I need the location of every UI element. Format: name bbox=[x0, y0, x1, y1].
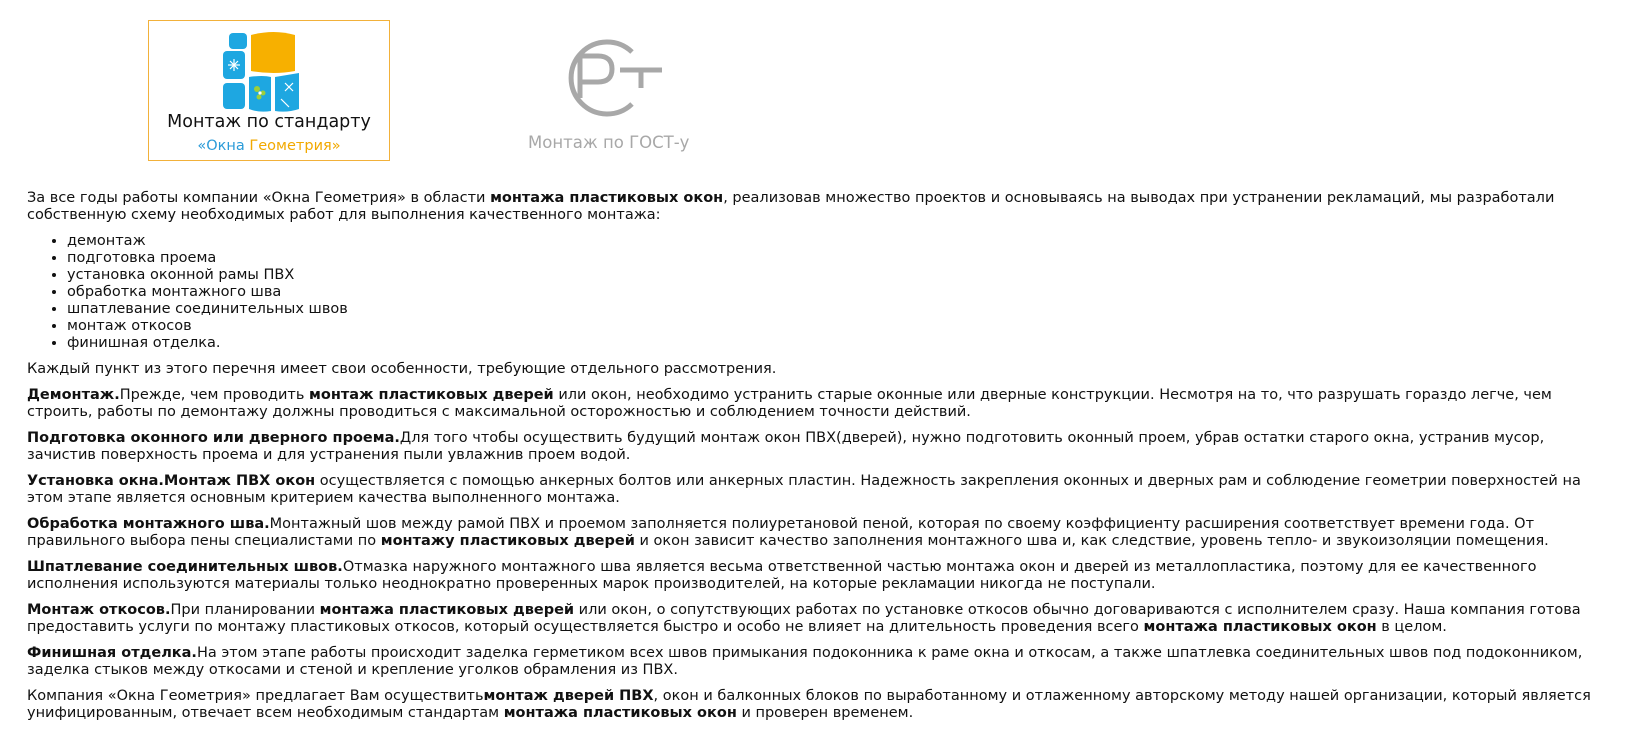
logos-row bbox=[0, 0, 1626, 180]
section-shpatlevanie bbox=[27, 559, 1607, 593]
list-item: • шпатлевание соединительных швов bbox=[67, 301, 1607, 318]
list-item: • демонтаж bbox=[67, 233, 1607, 250]
section-keyword: монтажа пластиковых окон bbox=[1143, 619, 1377, 635]
okna-logo-brand-part1: «Окна bbox=[197, 138, 250, 154]
section-text: При планировании bbox=[170, 602, 320, 618]
intro-paragraph bbox=[27, 190, 1607, 224]
intro-text: За все годы работы компании «Окна Геометрия» в области bbox=[27, 190, 491, 206]
section-finish bbox=[27, 645, 1607, 679]
section-title: Финишная отделка. bbox=[27, 645, 197, 661]
section-title: Установка окна. bbox=[27, 473, 164, 489]
section-text: Для того чтобы осуществить будущий монтаж окон ПВХ(дверей), нужно подготовить оконный проем, убрав остатки старого окна, устранив мусор, зачистив поверхность проема и для устранения пыли увлажнив проем водой. bbox=[27, 430, 1545, 463]
section-keyword: монтажу пластиковых дверей bbox=[380, 533, 635, 549]
section-text: Компания «Окна Геометрия» предлагает Вам осуществить bbox=[27, 688, 484, 704]
list-item: • обработка монтажного шва bbox=[67, 284, 1607, 301]
list-item: • установка оконной рамы ПВХ bbox=[67, 267, 1607, 284]
section-text: или окон, о сопутствующих работах по установке откосов обычно договариваются с исполнителем сразу. Наша компания готова предоставить услуги по монтажу пластиковых откосов, который осуществляется быстро и особо не влияет на длительность проведения всего bbox=[27, 602, 1581, 635]
gost-logo-caption: Монтаж по ГОСТ-у bbox=[528, 133, 690, 152]
section-title: Обработка монтажного шва. bbox=[27, 516, 270, 532]
section-text: На этом этапе работы происходит заделка герметиком всех швов примыкания подоконника к раме окна и откосам, а также шпатлевка соединительных швов под подоконником, заделка стыков между откосами и стеной и крепление уголков обрамления из ПВХ. bbox=[27, 645, 1583, 678]
section-keyword: монтаж дверей ПВХ bbox=[483, 688, 654, 704]
section-title: Шпатлевание соединительных швов. bbox=[27, 559, 343, 575]
section-text: и проверен временем. bbox=[736, 705, 914, 721]
okna-logo-caption: Монтаж по стандарту bbox=[167, 112, 371, 132]
section-keyword: монтаж пластиковых дверей bbox=[309, 387, 554, 403]
section-text: в целом. bbox=[1376, 619, 1447, 635]
section-title: Монтаж откосов. bbox=[27, 602, 171, 618]
list-item: • финишная отделка. bbox=[67, 335, 1607, 352]
list-item: • монтаж откосов bbox=[67, 318, 1607, 335]
section-text: или окон, необходимо устранить старые оконные или дверные конструкции. Несмотря на то, что разрушать гораздо легче, чем строить, работы по демонтажу должны проводиться с максимальной осторожностью и соблюдением точности действий. bbox=[27, 387, 1552, 420]
section-podgotovka bbox=[27, 430, 1607, 464]
section-keyword: Монтаж ПВХ окон bbox=[163, 473, 316, 489]
section-text: осуществляется с помощью анкерных болтов или анкерных пластин. Надежность закрепления оконных и дверных рам и соблюдение геометрии поверхностей на этом этапе является основным критерием качества выполненного монтажа. bbox=[27, 473, 1581, 506]
section-obrabotka bbox=[27, 516, 1607, 550]
summary-paragraph: Каждый пункт из этого перечня имеет свои особенности, требующие отдельного рассмотрения. bbox=[27, 361, 777, 377]
intro-text-rest: , реализовав множество проектов и основываясь на выводах при устранении рекламаций, мы разработали собственную схему необходимых работ для выполнения качественного монтажа: bbox=[27, 190, 1555, 223]
section-text: и окон зависит качество заполнения монтажного шва и, как следствие, уровень тепло- и звукоизоляции помещения. bbox=[634, 533, 1549, 549]
section-text: Прежде, чем проводить bbox=[119, 387, 310, 403]
section-keyword: монтажа пластиковых дверей bbox=[319, 602, 575, 618]
section-text: Отмазка наружного монтажного шва является весьма ответственной частью монтажа окон и дверей из металлопластика, поэтому для ее качественного исполнения используются материалы только неоднократно проверенных марок производителей, на которые рекламации никогда не поступали. bbox=[27, 559, 1537, 592]
section-closing bbox=[27, 688, 1607, 722]
steps-list bbox=[27, 233, 1607, 352]
section-ustanovka bbox=[27, 473, 1607, 507]
article-body bbox=[27, 190, 1607, 731]
okna-geometriya-logo bbox=[148, 20, 390, 161]
section-demontazh bbox=[27, 387, 1607, 421]
okna-logo-brand bbox=[149, 138, 389, 155]
list-item: • подготовка проема bbox=[67, 250, 1607, 267]
rst-certification-icon bbox=[558, 38, 668, 118]
section-otkosy bbox=[27, 602, 1607, 636]
section-text: Монтажный шов между рамой ПВХ и проемом заполняется полиуретановой пеной, которая по своему коэффициенту расширения соответствует времени года. От правильного выбора пены специалистами по bbox=[27, 516, 1535, 549]
gost-logo bbox=[520, 38, 700, 158]
intro-keyword: монтажа пластиковых окон bbox=[490, 190, 724, 206]
okna-logo-brand-part2: Геометрия» bbox=[249, 138, 341, 154]
section-text: , окон и балконных блоков по выработанному и отлаженному авторскому методу нашей организации, который является унифицированным, отвечает всем необходимым стандартам bbox=[27, 688, 1591, 721]
section-title: Демонтаж. bbox=[27, 387, 120, 403]
section-title: Подготовка оконного или дверного проема. bbox=[27, 430, 400, 446]
section-keyword: монтажа пластиковых окон bbox=[503, 705, 737, 721]
window-logo-icon bbox=[219, 29, 319, 115]
